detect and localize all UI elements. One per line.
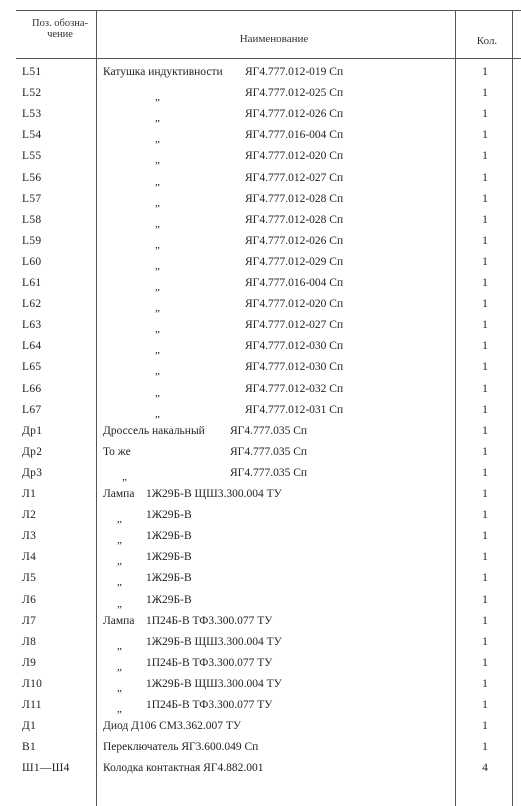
- table-row: [0, 570, 521, 591]
- quantity: 1: [482, 192, 488, 205]
- item-designation: ЯГ4.777.012-031 Сп: [245, 403, 344, 416]
- ditto-mark: „: [155, 386, 160, 399]
- quantity: 1: [482, 635, 488, 648]
- quantity: 1: [482, 466, 488, 479]
- position-designator: L66: [22, 382, 42, 395]
- item-designation: ЯГ4.777.012-019 Сп: [245, 66, 344, 78]
- item-designation: 1Ж29Б-В ЩШ3.300.004 ТУ: [146, 488, 282, 500]
- position-designator: Д1: [22, 720, 37, 733]
- quantity: 1: [482, 361, 488, 374]
- ditto-mark: „: [155, 281, 160, 293]
- position-designator: Л6: [22, 593, 37, 606]
- position-designator: Др3: [22, 466, 43, 479]
- ditto-mark: „: [155, 133, 160, 146]
- position-designator: L54: [22, 129, 42, 142]
- item-designation: ЯГ4.777.012-032 Сп: [245, 382, 344, 395]
- quantity: 1: [482, 593, 488, 606]
- quantity: 1: [482, 319, 488, 332]
- item-name: То же: [103, 445, 131, 458]
- item-name: Лампа: [103, 488, 135, 500]
- quantity: 1: [482, 234, 488, 247]
- item-designation: ЯГ4.777.012-026 Сп: [245, 234, 344, 247]
- quantity: 1: [482, 720, 488, 733]
- item-designation: 1Ж29Б-В ЩШ3.300.004 ТУ: [146, 635, 282, 648]
- position-designator: Л4: [22, 551, 37, 564]
- item-designation: 1Ж29Б-В: [146, 551, 192, 564]
- quantity: 1: [482, 403, 488, 416]
- position-designator: L55: [22, 150, 42, 163]
- ditto-mark: „: [155, 238, 160, 251]
- ditto-mark: „: [117, 534, 122, 547]
- table-row: [0, 465, 521, 486]
- ditto-mark: „: [117, 555, 122, 568]
- item-designation: ЯГ4.777.035 Сп: [230, 424, 308, 437]
- table-row: [0, 191, 521, 212]
- table-row: [0, 655, 521, 676]
- table-row: [0, 359, 521, 380]
- ditto-mark: „: [155, 175, 160, 188]
- position-designator: Др2: [22, 445, 43, 458]
- ditto-mark: „: [117, 703, 122, 715]
- item-name: Лампа: [103, 614, 135, 627]
- table-row: [0, 212, 521, 233]
- quantity: 1: [482, 445, 488, 458]
- item-name: Колодка контактная ЯГ4.882.001: [103, 762, 264, 775]
- quantity: 1: [482, 488, 488, 500]
- table-row: [0, 170, 521, 191]
- quantity: 4: [482, 762, 488, 775]
- column-header-quantity: Кол.: [476, 35, 498, 47]
- position-designator: В1: [22, 741, 37, 754]
- table-row: [0, 254, 521, 275]
- item-name: Катушка индуктивности: [103, 66, 223, 78]
- table-row: [0, 402, 521, 423]
- table-row: [0, 760, 521, 781]
- item-designation: ЯГ4.777.012-026 Сп: [245, 108, 344, 121]
- ditto-mark: „: [155, 407, 160, 420]
- item-name: Диод Д106 СМ3.362.007 ТУ: [103, 720, 242, 733]
- ditto-mark: „: [155, 259, 160, 272]
- ditto-mark: „: [117, 513, 122, 526]
- quantity: 1: [482, 213, 488, 226]
- position-designator: L58: [22, 213, 42, 226]
- table-row: [0, 676, 521, 697]
- table-row: [0, 338, 521, 359]
- item-designation: ЯГ4.777.012-025 Сп: [245, 87, 344, 100]
- table-row: [0, 486, 521, 507]
- position-designator: Л7: [22, 614, 37, 627]
- item-designation: ЯГ4.777.012-029 Сп: [245, 255, 344, 268]
- item-designation: ЯГ4.777.012-027 Сп: [245, 319, 344, 332]
- table-row: [0, 381, 521, 402]
- column-header-position: Поз. обозна- чение: [32, 18, 88, 40]
- table-row: [0, 613, 521, 634]
- table-row: [0, 528, 521, 549]
- table-row: [0, 296, 521, 317]
- quantity: 1: [482, 509, 488, 522]
- item-designation: 1П24Б-В ТФ3.300.077 ТУ: [146, 656, 273, 669]
- ditto-mark: „: [155, 154, 160, 167]
- position-designator: Ш1—Ш4: [22, 762, 70, 775]
- position-designator: L52: [22, 87, 42, 100]
- item-designation: ЯГ4.777.012-028 Сп: [245, 192, 344, 205]
- quantity: 1: [482, 66, 488, 78]
- item-designation: ЯГ4.777.035 Сп: [230, 466, 308, 479]
- item-designation: ЯГ4.777.012-030 Сп: [245, 361, 344, 374]
- item-designation: ЯГ4.777.016-004 Сп: [245, 277, 344, 289]
- table-row: [0, 423, 521, 444]
- quantity: 1: [482, 572, 488, 585]
- item-designation: ЯГ4.777.035 Сп: [230, 445, 308, 458]
- table-row: [0, 106, 521, 127]
- table-row: [0, 148, 521, 169]
- position-designator: Др1: [22, 424, 43, 437]
- item-designation: ЯГ4.777.016-004 Сп: [245, 129, 344, 142]
- table-row: [0, 64, 521, 85]
- ditto-mark: „: [155, 365, 160, 378]
- ditto-mark: „: [155, 323, 160, 336]
- quantity: 1: [482, 424, 488, 437]
- ditto-mark: „: [155, 302, 160, 315]
- ditto-mark: „: [117, 681, 122, 694]
- header-bottom-rule: [16, 58, 521, 59]
- position-designator: L61: [22, 277, 42, 289]
- position-designator: Л9: [22, 656, 37, 669]
- position-designator: L51: [22, 66, 42, 78]
- quantity: 1: [482, 150, 488, 163]
- ditto-mark: „: [117, 576, 122, 589]
- item-designation: 1Ж29Б-В ЩШ3.300.004 ТУ: [146, 677, 282, 690]
- table-row: [0, 592, 521, 613]
- quantity: 1: [482, 551, 488, 564]
- table-row: [0, 718, 521, 739]
- item-designation: 1Ж29Б-В: [146, 530, 192, 543]
- position-designator: Л2: [22, 509, 37, 522]
- table-row: [0, 697, 521, 718]
- item-designation: ЯГ4.777.012-027 Сп: [245, 171, 344, 184]
- table-row: [0, 549, 521, 570]
- quantity: 1: [482, 277, 488, 289]
- position-designator: L59: [22, 234, 42, 247]
- item-designation: ЯГ4.777.012-020 Сп: [245, 298, 344, 311]
- position-designator: L57: [22, 192, 42, 205]
- table-row: [0, 127, 521, 148]
- quantity: 1: [482, 298, 488, 311]
- item-designation: 1П24Б-В ТФ3.300.077 ТУ: [146, 614, 273, 627]
- ditto-mark: „: [117, 597, 122, 610]
- position-designator: L65: [22, 361, 42, 374]
- quantity: 1: [482, 255, 488, 268]
- position-designator: Л8: [22, 635, 37, 648]
- position-designator: L62: [22, 298, 42, 311]
- position-designator: Л10: [22, 677, 43, 690]
- item-designation: 1Ж29Б-В: [146, 572, 192, 585]
- column-header-name: Наименование: [239, 33, 309, 45]
- ditto-mark: „: [155, 112, 160, 125]
- ditto-mark: „: [117, 660, 122, 673]
- quantity: 1: [482, 87, 488, 100]
- position-designator: L56: [22, 171, 42, 184]
- item-designation: 1Ж29Б-В: [146, 509, 192, 522]
- item-designation: ЯГ4.777.012-028 Сп: [245, 213, 344, 226]
- table-row: [0, 634, 521, 655]
- quantity: 1: [482, 171, 488, 184]
- ditto-mark: „: [155, 91, 160, 104]
- item-designation: ЯГ4.777.012-020 Сп: [245, 150, 344, 163]
- quantity: 1: [482, 382, 488, 395]
- quantity: 1: [482, 741, 488, 754]
- table-row: [0, 233, 521, 254]
- header-top-rule: [16, 10, 521, 11]
- ditto-mark: „: [122, 470, 127, 483]
- position-designator: Л5: [22, 572, 37, 585]
- ditto-mark: „: [117, 639, 122, 652]
- quantity: 1: [482, 614, 488, 627]
- table-row: [0, 275, 521, 296]
- position-designator: Л3: [22, 530, 37, 543]
- position-designator: L67: [22, 403, 42, 416]
- table-row: [0, 317, 521, 338]
- position-designator: L53: [22, 108, 42, 121]
- ditto-mark: „: [155, 196, 160, 209]
- table-row: [0, 739, 521, 760]
- quantity: 1: [482, 129, 488, 142]
- ditto-mark: „: [155, 344, 160, 357]
- position-designator: Л11: [22, 699, 42, 711]
- item-name: Переключатель ЯГ3.600.049 Сп: [103, 741, 259, 754]
- item-designation: 1Ж29Б-В: [146, 593, 192, 606]
- quantity: 1: [482, 340, 488, 353]
- position-designator: L60: [22, 255, 42, 268]
- quantity: 1: [482, 677, 488, 690]
- position-designator: L64: [22, 340, 42, 353]
- table-row: [0, 85, 521, 106]
- table-row: [0, 444, 521, 465]
- quantity: 1: [482, 656, 488, 669]
- item-designation: 1П24Б-В ТФ3.300.077 ТУ: [146, 699, 273, 711]
- ditto-mark: „: [155, 217, 160, 230]
- quantity: 1: [482, 699, 488, 711]
- item-name: Дроссель накальный: [103, 424, 205, 437]
- quantity: 1: [482, 108, 488, 121]
- item-designation: ЯГ4.777.012-030 Сп: [245, 340, 344, 353]
- position-designator: L63: [22, 319, 42, 332]
- table-row: [0, 507, 521, 528]
- position-designator: Л1: [22, 488, 37, 500]
- quantity: 1: [482, 530, 488, 543]
